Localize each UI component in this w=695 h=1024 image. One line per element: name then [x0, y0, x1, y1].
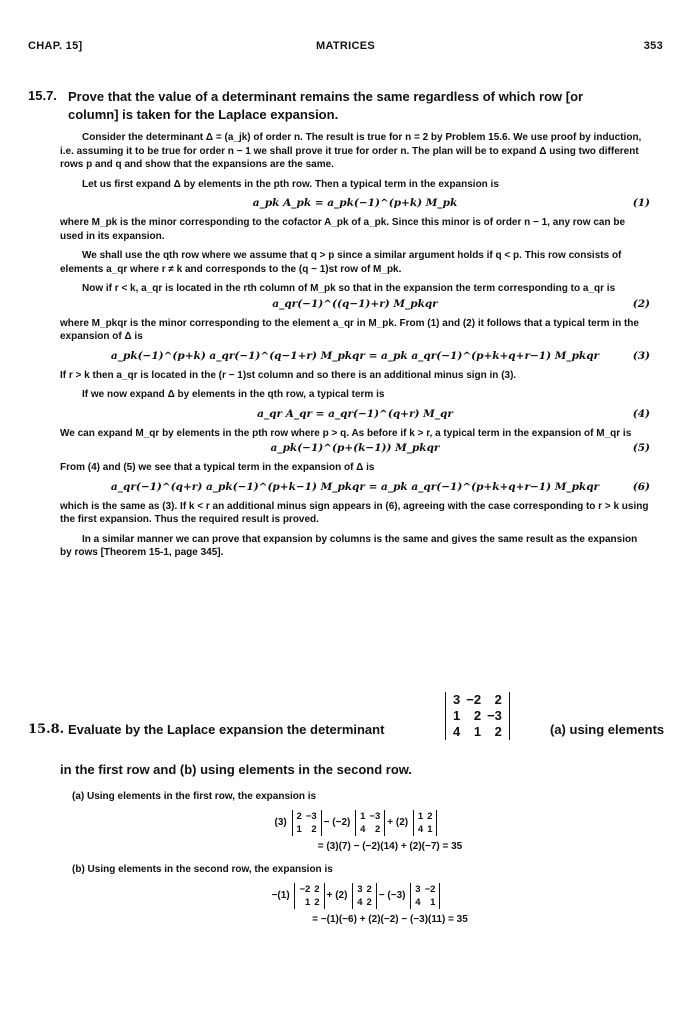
problem-line-2: in the first row and (b) using elements in the second row. [60, 762, 412, 777]
running-header [28, 40, 663, 58]
minor-determinant [355, 810, 385, 836]
matrix-row [450, 708, 505, 724]
minor-cell: 2 [427, 810, 433, 822]
paragraph: Let us first expand Δ by elements in the pth row. Then a typical term in the expansion is [82, 178, 499, 190]
equation-number: (2) [632, 297, 650, 310]
problem-statement [68, 88, 668, 124]
minor-cell: 1 [296, 823, 302, 835]
equation-body: a_pk A_pk = a_pk(−1)^(p+k) M_pk [252, 197, 458, 209]
minor-cell: −2 [299, 883, 311, 895]
equation-body: a_qr(−1)^((q−1)+r) M_pkqr [272, 297, 438, 310]
minor-cell: 1 [417, 810, 424, 822]
problem-number: 15.7. [28, 88, 57, 103]
minor-cell: 2 [314, 896, 320, 908]
paragraph: From (4) and (5) we see that a typical term in the expansion of Δ is [60, 462, 375, 473]
matrix-cell: 1 [473, 724, 482, 739]
minor-determinant [352, 883, 377, 909]
equation-number: (4) [632, 407, 650, 420]
determinant-3x3 [445, 692, 510, 740]
minor-cell: −2 [424, 883, 436, 895]
equation-number: (6) [632, 480, 650, 493]
page-number: 353 [643, 40, 663, 52]
minor-cell: 3 [415, 883, 421, 895]
section-title: MATRICES [315, 40, 376, 52]
minor-cell: 3 [357, 883, 363, 895]
minor-cell: −3 [305, 810, 317, 822]
minor-cell: 2 [366, 896, 372, 908]
equation-number: (3) [632, 349, 650, 362]
matrix-cell: 2 [494, 692, 502, 707]
minor-determinant [294, 883, 324, 909]
minor-determinant [410, 883, 440, 909]
matrix-cell: −3 [487, 708, 502, 723]
paragraph: If we now expand Δ by elements in the qth row, a typical term is [82, 389, 385, 400]
equation-1 [60, 197, 650, 212]
minor-cell: 4 [360, 823, 366, 835]
paragraph: We shall use the qth row where we assume that q > p since a similar argument holds if q < p. This row consists of elements a_qr where r ≠ k and corresponds to the (q − 1)st row of M_pk. [60, 250, 622, 275]
minor-cell: 4 [357, 896, 363, 908]
part-a-label: (a) Using elements in the first row, the expansion is [72, 791, 317, 802]
problem-15-7-solution [60, 131, 650, 566]
minor-cell: 2 [296, 810, 302, 822]
paragraph: Consider the determinant Δ = (a_jk) of order n. The result is true for n = 2 by Problem 15.6. We use proof by induction, i.e. assuming it to be true for order n − 1 we shall prove it true for order n. The plan will be to expand Δ using two different rows p and q and show that the expansions are the same. [60, 132, 642, 170]
matrix-cell: 2 [494, 724, 502, 739]
part-a-expansion [60, 810, 650, 836]
problem-lead: Evaluate by the Laplace expansion the determinant [68, 722, 385, 737]
matrix-row [450, 724, 505, 740]
minor-cell: 2 [311, 823, 317, 835]
minor-determinant [413, 810, 438, 836]
paragraph: We can expand M_qr by elements in the pth row where p > q. As before if k > r, a typical term in the expansion of M_qr is [60, 427, 632, 439]
part-b-result: = −(1)(−6) + (2)(−2) − (−3)(11) = 35 [312, 913, 468, 925]
paragraph: where M_pkqr is the minor corresponding to the element a_qr in M_pk. From (1) and (2) it follows that a typical term in the expansion of Δ is [60, 317, 639, 342]
equation-4 [60, 408, 650, 423]
coefficient: (3) [274, 816, 290, 828]
matrix-cell: 3 [453, 692, 461, 707]
problem-tail: (a) using elements [550, 722, 665, 737]
paragraph: If r > k then a_qr is located in the (r − 1)st column and so there is an additional minus sign in (3). [60, 369, 517, 381]
problem-15-7-heading [28, 88, 668, 124]
statement-line: column] is taken for the Laplace expansion. [68, 107, 339, 122]
equation-6 [60, 481, 650, 496]
equation-5 [60, 442, 650, 457]
minor-determinant [292, 810, 322, 836]
equation-2 [60, 298, 650, 313]
minor-cell: 1 [430, 896, 436, 908]
coefficient: −(1) [271, 889, 293, 901]
coefficient: − (−2) [323, 816, 354, 828]
minor-cell: 1 [304, 896, 311, 908]
problem-15-8-solution [60, 790, 650, 926]
paragraph: In a similar manner we can prove that expansion by columns is the same and gives the same result as the expansion by rows [Theorem 15-1, page 345]. [60, 533, 638, 558]
matrix-cell: 4 [453, 724, 461, 739]
equation-body: a_qr A_qr = a_qr(−1)^(q+r) M_qr [257, 407, 453, 420]
part-b-expansion [60, 883, 650, 909]
part-a-result: = (3)(7) − (−2)(14) + (2)(−7) = 35 [317, 840, 463, 852]
paragraph: Now if r < k, a_qr is located in the rth column of M_pk so that in the expansion the term corresponding to a_qr is [82, 283, 616, 294]
coefficient: + (2) [387, 816, 411, 828]
minor-cell: 2 [366, 883, 372, 895]
minor-cell: −3 [369, 810, 381, 822]
minor-cell: 4 [415, 896, 421, 908]
matrix-cell: 2 [473, 708, 482, 723]
paragraph: which is the same as (3). If k < r an additional minus sign appears in (6), agreeing with the case corresponding to r > k using the first expansion. Thus the required result is proved. [60, 500, 649, 525]
statement-line: Prove that the value of a determinant remains the same regardless of which row [or [68, 89, 584, 104]
coefficient: − (−3) [378, 889, 409, 901]
equation-body: a_pk(−1)^(p+k) a_qr(−1)^(q−1+r) M_pkqr = a_pk a_qr(−1)^(p+k+q+r−1) M_pkqr [110, 349, 600, 362]
problem-number: 15.8. [28, 722, 65, 737]
chapter-label: CHAP. 15] [28, 40, 83, 52]
minor-cell: 4 [417, 823, 424, 835]
equation-number: (5) [632, 442, 650, 454]
part-b-label: (b) Using elements in the second row, the expansion is [72, 864, 333, 875]
coefficient: + (2) [326, 889, 351, 901]
minor-cell: 1 [427, 823, 433, 835]
minor-cell: 2 [374, 823, 381, 835]
equation-body: a_pk(−1)^(p+(k−1)) M_pkqr [270, 442, 440, 454]
equation-body: a_qr(−1)^(q+r) a_pk(−1)^(p+k−1) M_pkqr = a_pk a_qr(−1)^(p+k+q+r−1) M_pkqr [110, 480, 600, 493]
paragraph: where M_pk is the minor corresponding to the cofactor A_pk of a_pk. Since this minor is of order n − 1, any row can be used in its expansion. [60, 217, 626, 242]
equation-3 [60, 350, 650, 365]
matrix-cell: 1 [453, 708, 461, 723]
matrix-cell: −2 [466, 692, 482, 707]
equation-number: (1) [632, 197, 650, 209]
minor-cell: 2 [314, 883, 320, 895]
minor-cell: 1 [360, 810, 366, 822]
matrix-row [450, 692, 505, 708]
